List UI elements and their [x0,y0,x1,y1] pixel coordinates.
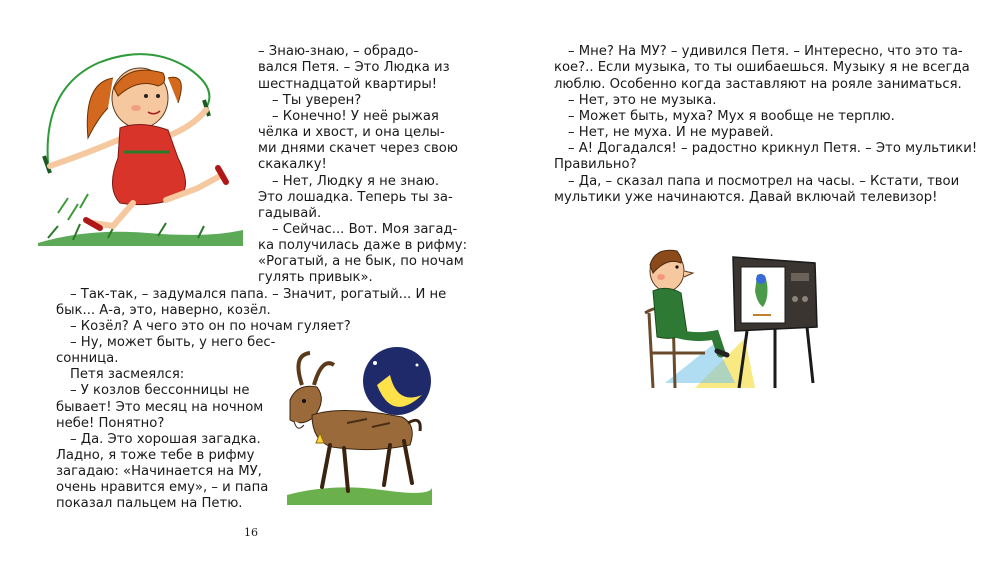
girl-jump-rope-illustration [28,48,250,253]
text-line: очень нравится ему», – и папа [56,480,269,495]
text-line: сонница. [56,351,119,366]
text-line: кое?.. Если музыка, то ты ошибаешься. Музыку я не всегда [554,60,970,75]
text-line: скакалку! [258,157,327,172]
text-line: – Нет, это не музыка. [568,93,717,108]
text-line: – Может быть, муха? Мух я вообще не терплю. [568,109,895,124]
text-line: ка получилась даже в рифму: [258,238,468,253]
text-line: вался Петя. – Это Людка из [258,60,450,75]
text-line: – Конечно! У неё рыжая [272,109,439,124]
text-line: Ладно, я тоже тебе в рифму [56,448,255,463]
text-line: небе! Понятно? [56,416,165,431]
text-line: «Рогатый, а не бык, по ночам [258,254,464,269]
text-line: – Сейчас... Вот. Моя загад- [272,222,458,237]
text-line: Это лошадка. Теперь ты за- [258,190,453,205]
text-line: – А! Догадался! – радостно крикнул Петя. – Это мультики! [568,141,978,156]
text-line: Правильно? [554,157,637,172]
page-number: 16 [244,526,258,539]
text-line: – Ну, может быть, у него бес- [70,335,276,350]
text-line: люблю. Особенно когда заставляют на рояле заниматься. [554,77,962,92]
text-line: гадывай. [258,206,322,221]
text-line: – Козёл? А чего это он по ночам гуляет? [70,319,351,334]
text-line: – Знаю-знаю, – обрадо- [258,44,419,59]
text-line: – Ты уверен? [272,93,362,108]
text-line: Петя засмеялся: [70,367,185,382]
text-line: чёлка и хвост, и она целы- [258,125,445,140]
text-line: – Так-так, – задумался папа. – Значит, рогатый... И не [70,287,447,302]
text-line: мультики уже начинаются. Давай включай телевизор! [554,190,938,205]
text-line: – Мне? На МУ? – удивился Петя. – Интересно, что это та- [568,44,963,59]
text-line: гулять привык». [258,270,373,285]
text-line: – Да, – сказал папа и посмотрел на часы. – Кстати, твои [568,174,960,189]
text-line: – Нет, не муха. И не муравей. [568,125,774,140]
text-line: – Нет, Людку я не знаю. [272,174,440,189]
text-line: – Да. Это хорошая загадка. [70,432,261,447]
goat-moon-illustration [272,345,440,510]
boy-watching-tv-illustration [635,243,835,393]
right-page [500,0,1000,566]
text-line: шестнадцатой квартиры! [258,77,438,92]
text-line: бык... А-а, это, наверно, козёл. [56,303,271,318]
text-line: показал пальцем на Петю. [56,496,243,511]
text-line: загадаю: «Начинается на МУ, [56,464,262,479]
text-line: – У козлов бессонницы не [70,383,250,398]
text-line: бывает! Это месяц на ночном [56,400,264,415]
text-line: ми днями скачет через свою [258,141,458,156]
